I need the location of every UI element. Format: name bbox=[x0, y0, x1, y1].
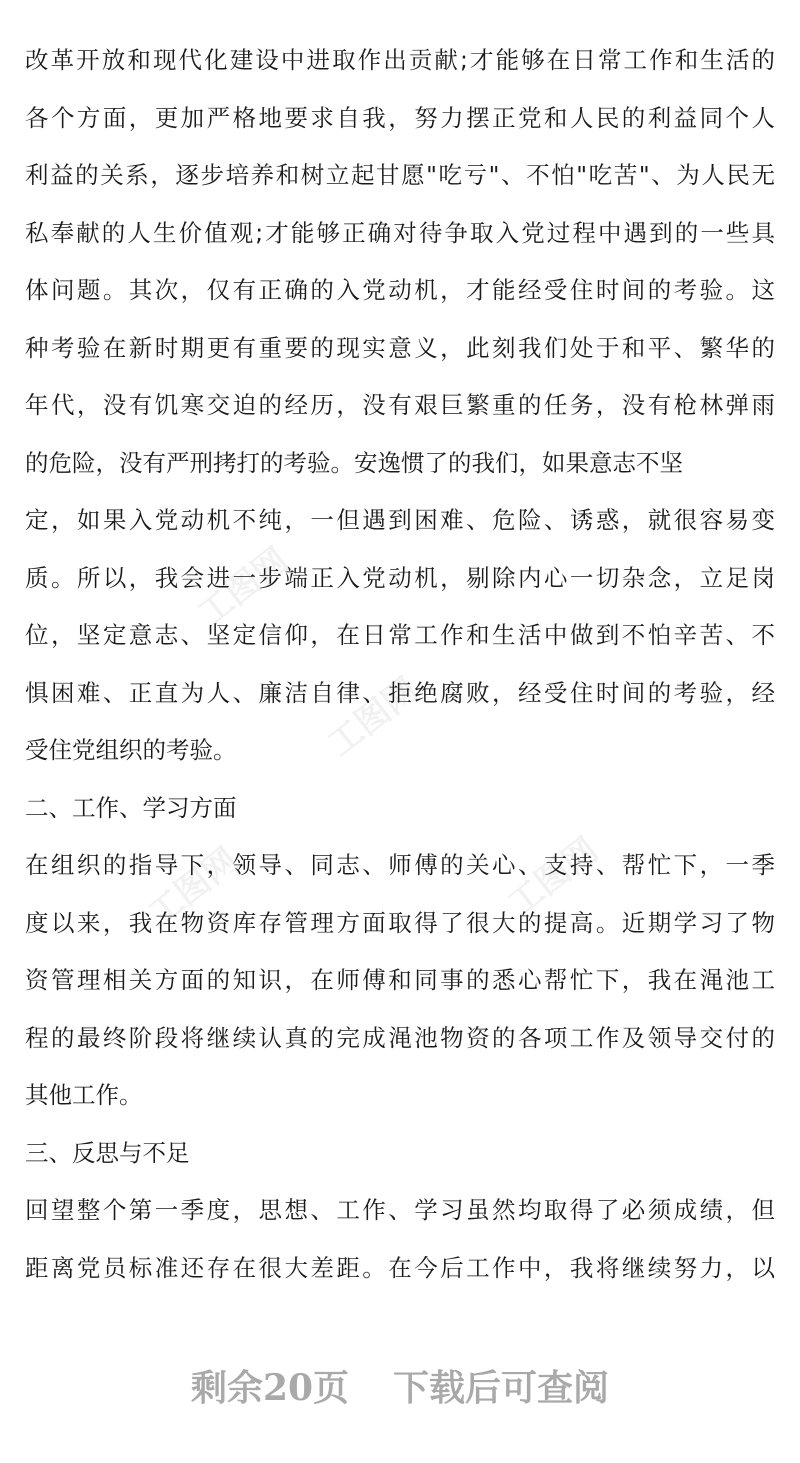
text-line: 质。所以，我会进一步端正入党动机，剔除内心一切杂念，立足岗 bbox=[25, 563, 775, 592]
text-line: 受住党组织的考验。 bbox=[25, 736, 237, 764]
text-line: 私奉献的人生价值观;才能够正确对待争取入党过程中遇到的一些具 bbox=[25, 218, 775, 247]
remaining-pages-label: 剩余20页 bbox=[190, 1367, 350, 1409]
watermark: 工图网 bbox=[190, 540, 296, 635]
watermark: 工图网 bbox=[320, 670, 426, 765]
text-line: 度以来，我在物资库存管理方面取得了很大的提高。近期学习了物 bbox=[25, 908, 775, 937]
text-line: 种考验在新时期更有重要的现实意义，此刻我们处于和平、繁华的 bbox=[25, 333, 775, 362]
watermark: 工图网 bbox=[500, 830, 606, 925]
text-line: 其他工作。 bbox=[25, 1081, 143, 1109]
document-body bbox=[25, 32, 775, 1297]
text-line: 年代，没有饥寒交迫的经历，没有艰巨繁重的任务，没有枪林弹雨 bbox=[25, 391, 775, 419]
text-line: 体问题。其次，仅有正确的入党动机，才能经受住时间的考验。这 bbox=[25, 276, 775, 304]
watermark: 工图网 bbox=[140, 840, 246, 935]
text-line: 各个方面，更加严格地要求自我，努力摆正党和人民的利益同个人 bbox=[25, 103, 775, 132]
text-line: 在组织的指导下，领导、同志、师傅的关心、支持、帮忙下，一季 bbox=[25, 851, 775, 879]
text-line: 二、工作、学习方面 bbox=[25, 793, 237, 822]
text-line: 改革开放和现代化建设中进取作出贡献;才能够在日常工作和生活的 bbox=[25, 46, 775, 74]
text-line: 三、反思与不足 bbox=[25, 1138, 190, 1167]
text-line: 程的最终阶段将继续认真的完成渑池物资的各项工作及领导交付的 bbox=[25, 1023, 775, 1052]
text-line: 惧困难、正直为人、廉洁自律、拒绝腐败，经受住时间的考验，经 bbox=[25, 678, 775, 707]
text-line: 的危险，没有严刑拷打的考验。安逸惯了的我们，如果意志不坚 bbox=[25, 448, 683, 477]
text-line: 回望整个第一季度，思想、工作、学习虽然均取得了必须成绩，但 bbox=[25, 1196, 775, 1224]
text-line: 距离党员标准还存在很大差距。在今后工作中，我将继续努力，以 bbox=[25, 1253, 775, 1282]
text-line: 利益的关系，逐步培养和树立起甘愿"吃亏"、不怕"吃苦"、为人民无 bbox=[25, 161, 775, 189]
download-banner[interactable] bbox=[0, 1360, 800, 1416]
download-hint-label: 下载后可查阅 bbox=[393, 1367, 610, 1409]
text-line: 定，如果入党动机不纯，一但遇到困难、危险、诱惑，就很容易变 bbox=[25, 506, 775, 534]
text-line: 位，坚定意志、坚定信仰，在日常工作和生活中做到不怕辛苦、不 bbox=[25, 621, 775, 649]
text-line: 资管理相关方面的知识，在师傅和同事的悉心帮忙下，我在渑池工 bbox=[25, 966, 775, 994]
